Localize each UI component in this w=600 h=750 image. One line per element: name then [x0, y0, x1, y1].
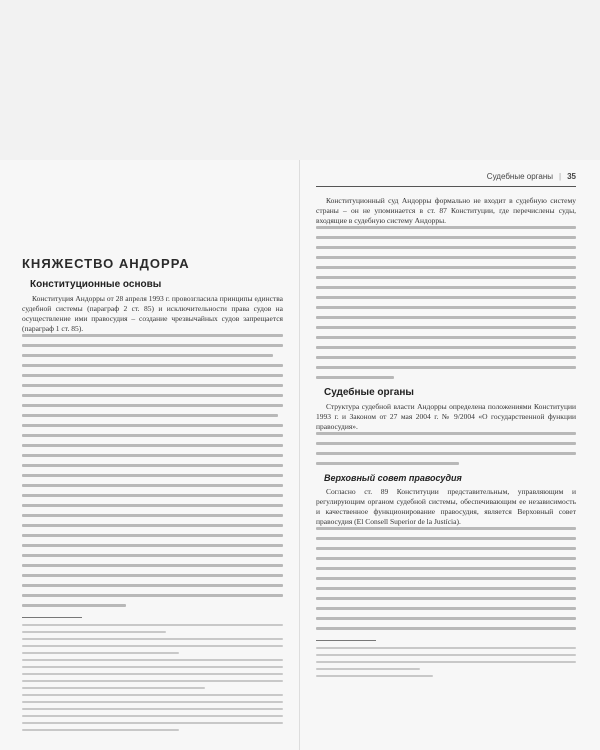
chapter-title: КНЯЖЕСТВО АНДОРРА	[22, 256, 190, 271]
section-heading-judicial-bodies: Судебные органы	[324, 387, 414, 398]
running-title: Судебные органы	[486, 172, 554, 181]
section-text-block	[316, 432, 576, 465]
page-number: 35	[567, 172, 576, 181]
body-paragraph-first: Конституционный суд Андорры формально не входит в судебную систему страны – он не упоминается в ст. 87 Конституции, где перечислены суды, входящие в судебную систему Андорры.	[316, 196, 576, 225]
header-rule	[316, 186, 576, 187]
section-paragraph-first: Структура судебной власти Андорры определена положениями Конституции 1993 г. и Законом от 27 мая 2004 г. № 9/2004 «О государственной функции правосудия».	[316, 402, 576, 431]
body-text-block	[22, 334, 283, 607]
subsection-text-block	[316, 527, 576, 630]
running-header: Судебные органы | 35	[486, 172, 576, 181]
subsection-paragraph-first: Согласно ст. 89 Конституции представительным, управляющим и регулирующим органом судебной системы, обеспечивающим ее независимость и качественное функционирование правосудия, является Верховный совет правосудия (El Consell Superior de la Justícia).	[316, 487, 576, 526]
footnote-divider	[22, 617, 82, 618]
body-text-block	[316, 226, 576, 379]
subsection-heading-supreme-council: Верховный совет правосудия	[324, 473, 462, 483]
footnote-divider	[316, 640, 376, 641]
body-paragraph-first: Конституция Андорры от 28 апреля 1993 г. провозгласила принципы единства судебной системы (параграф 2 ст. 85) и исключительности права судов на осуществление ими правосудия – создание чрезвычайных судов запрещается (параграф 1 ст. 85).	[22, 294, 283, 333]
left-page	[0, 160, 300, 750]
footnotes-block	[316, 647, 576, 677]
right-page	[300, 160, 600, 750]
footnotes-block	[22, 624, 283, 731]
section-heading-constitution: Конституционные основы	[30, 279, 162, 290]
